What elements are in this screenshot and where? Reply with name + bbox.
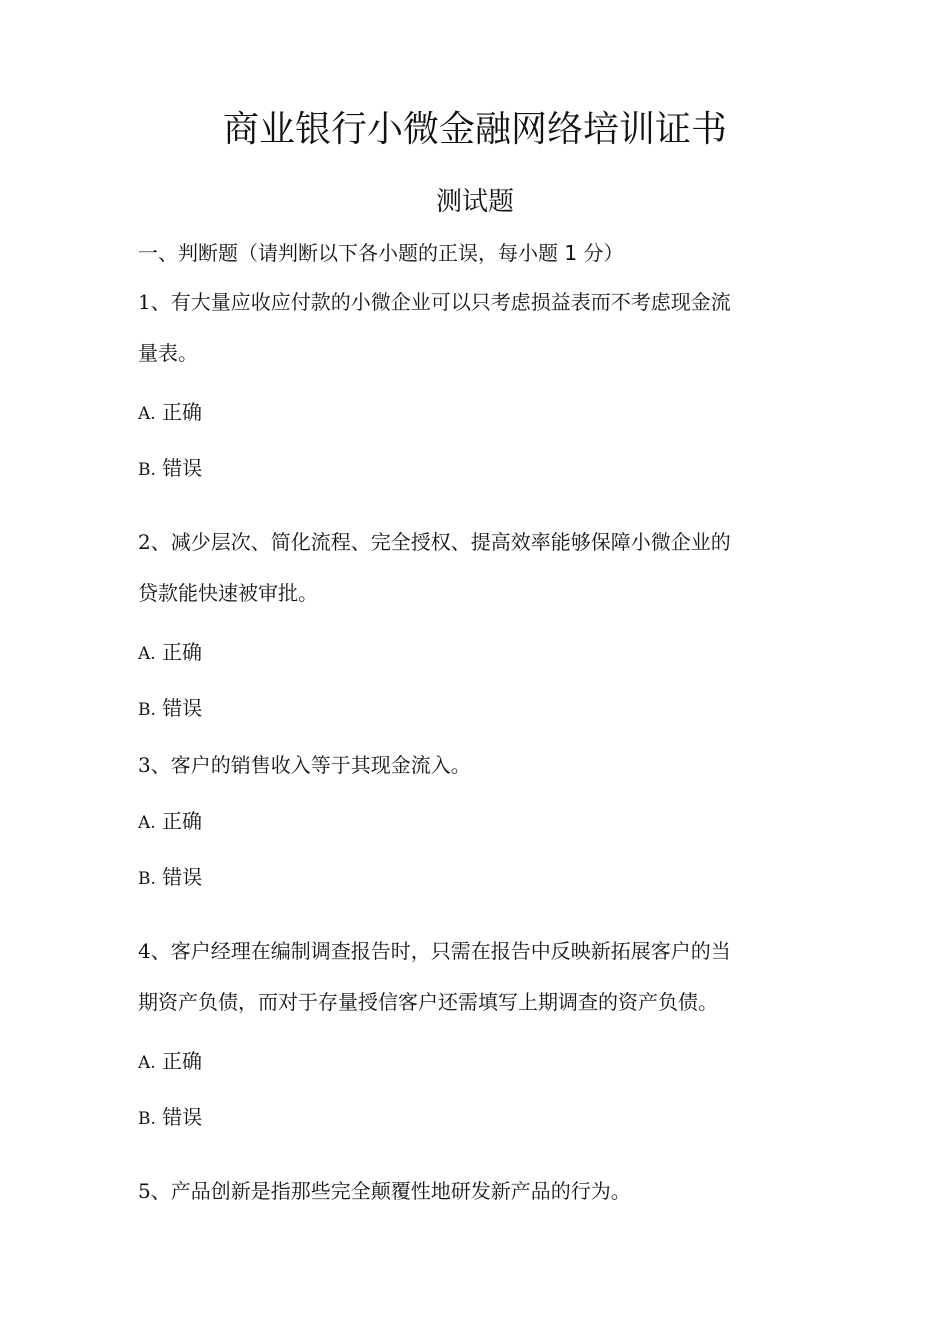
option-text: 错误 xyxy=(162,865,203,889)
question-4-line-1: 4、客户经理在编制调查报告时，只需在报告中反映新拓展客户的当 xyxy=(138,939,731,963)
question-4-option-b xyxy=(138,1100,202,1136)
question-4-option-a xyxy=(138,1044,202,1080)
question-2-option-a xyxy=(138,635,202,671)
option-text: 错误 xyxy=(162,696,203,720)
question-2-line-2: 贷款能快速被审批。 xyxy=(138,581,318,605)
option-letter: A. xyxy=(138,644,156,664)
question-5-line-1: 5、产品创新是指那些完全颠覆性地研发新产品的行为。 xyxy=(138,1179,631,1203)
question-2-option-b xyxy=(138,691,202,727)
option-text: 正确 xyxy=(162,400,203,424)
option-text: 正确 xyxy=(162,809,203,833)
option-text: 正确 xyxy=(162,1049,203,1073)
question-4-line-2: 期资产负债，而对于存量授信客户还需填写上期调查的资产负债。 xyxy=(138,990,718,1014)
option-text: 错误 xyxy=(162,1105,203,1129)
question-3-line-1: 3、客户的销售收入等于其现金流入。 xyxy=(138,753,471,777)
option-letter: A. xyxy=(138,1053,156,1073)
document-subtitle: 测试题 xyxy=(435,187,514,217)
option-letter: A. xyxy=(138,813,156,833)
option-letter: B. xyxy=(138,1109,156,1129)
question-3-option-a xyxy=(138,804,202,840)
question-2-line-1: 2、减少层次、简化流程、完全授权、提高效率能够保障小微企业的 xyxy=(138,530,731,554)
question-1-line-1: 1、有大量应收应付款的小微企业可以只考虑损益表而不考虑现金流 xyxy=(138,290,731,314)
option-letter: B. xyxy=(138,700,156,720)
question-1-line-2: 量表。 xyxy=(138,341,198,365)
option-text: 错误 xyxy=(162,456,203,480)
option-letter: B. xyxy=(138,460,156,480)
option-letter: A. xyxy=(138,404,156,424)
question-1-option-a xyxy=(138,395,202,431)
section-heading: 一、判断题（请判断以下各小题的正误，每小题 1 分） xyxy=(138,241,624,265)
option-text: 正确 xyxy=(162,640,203,664)
option-letter: B. xyxy=(138,869,156,889)
document-title: 商业银行小微金融网络培训证书 xyxy=(222,109,727,150)
question-1-option-b xyxy=(138,451,202,487)
question-3-option-b xyxy=(138,860,202,896)
